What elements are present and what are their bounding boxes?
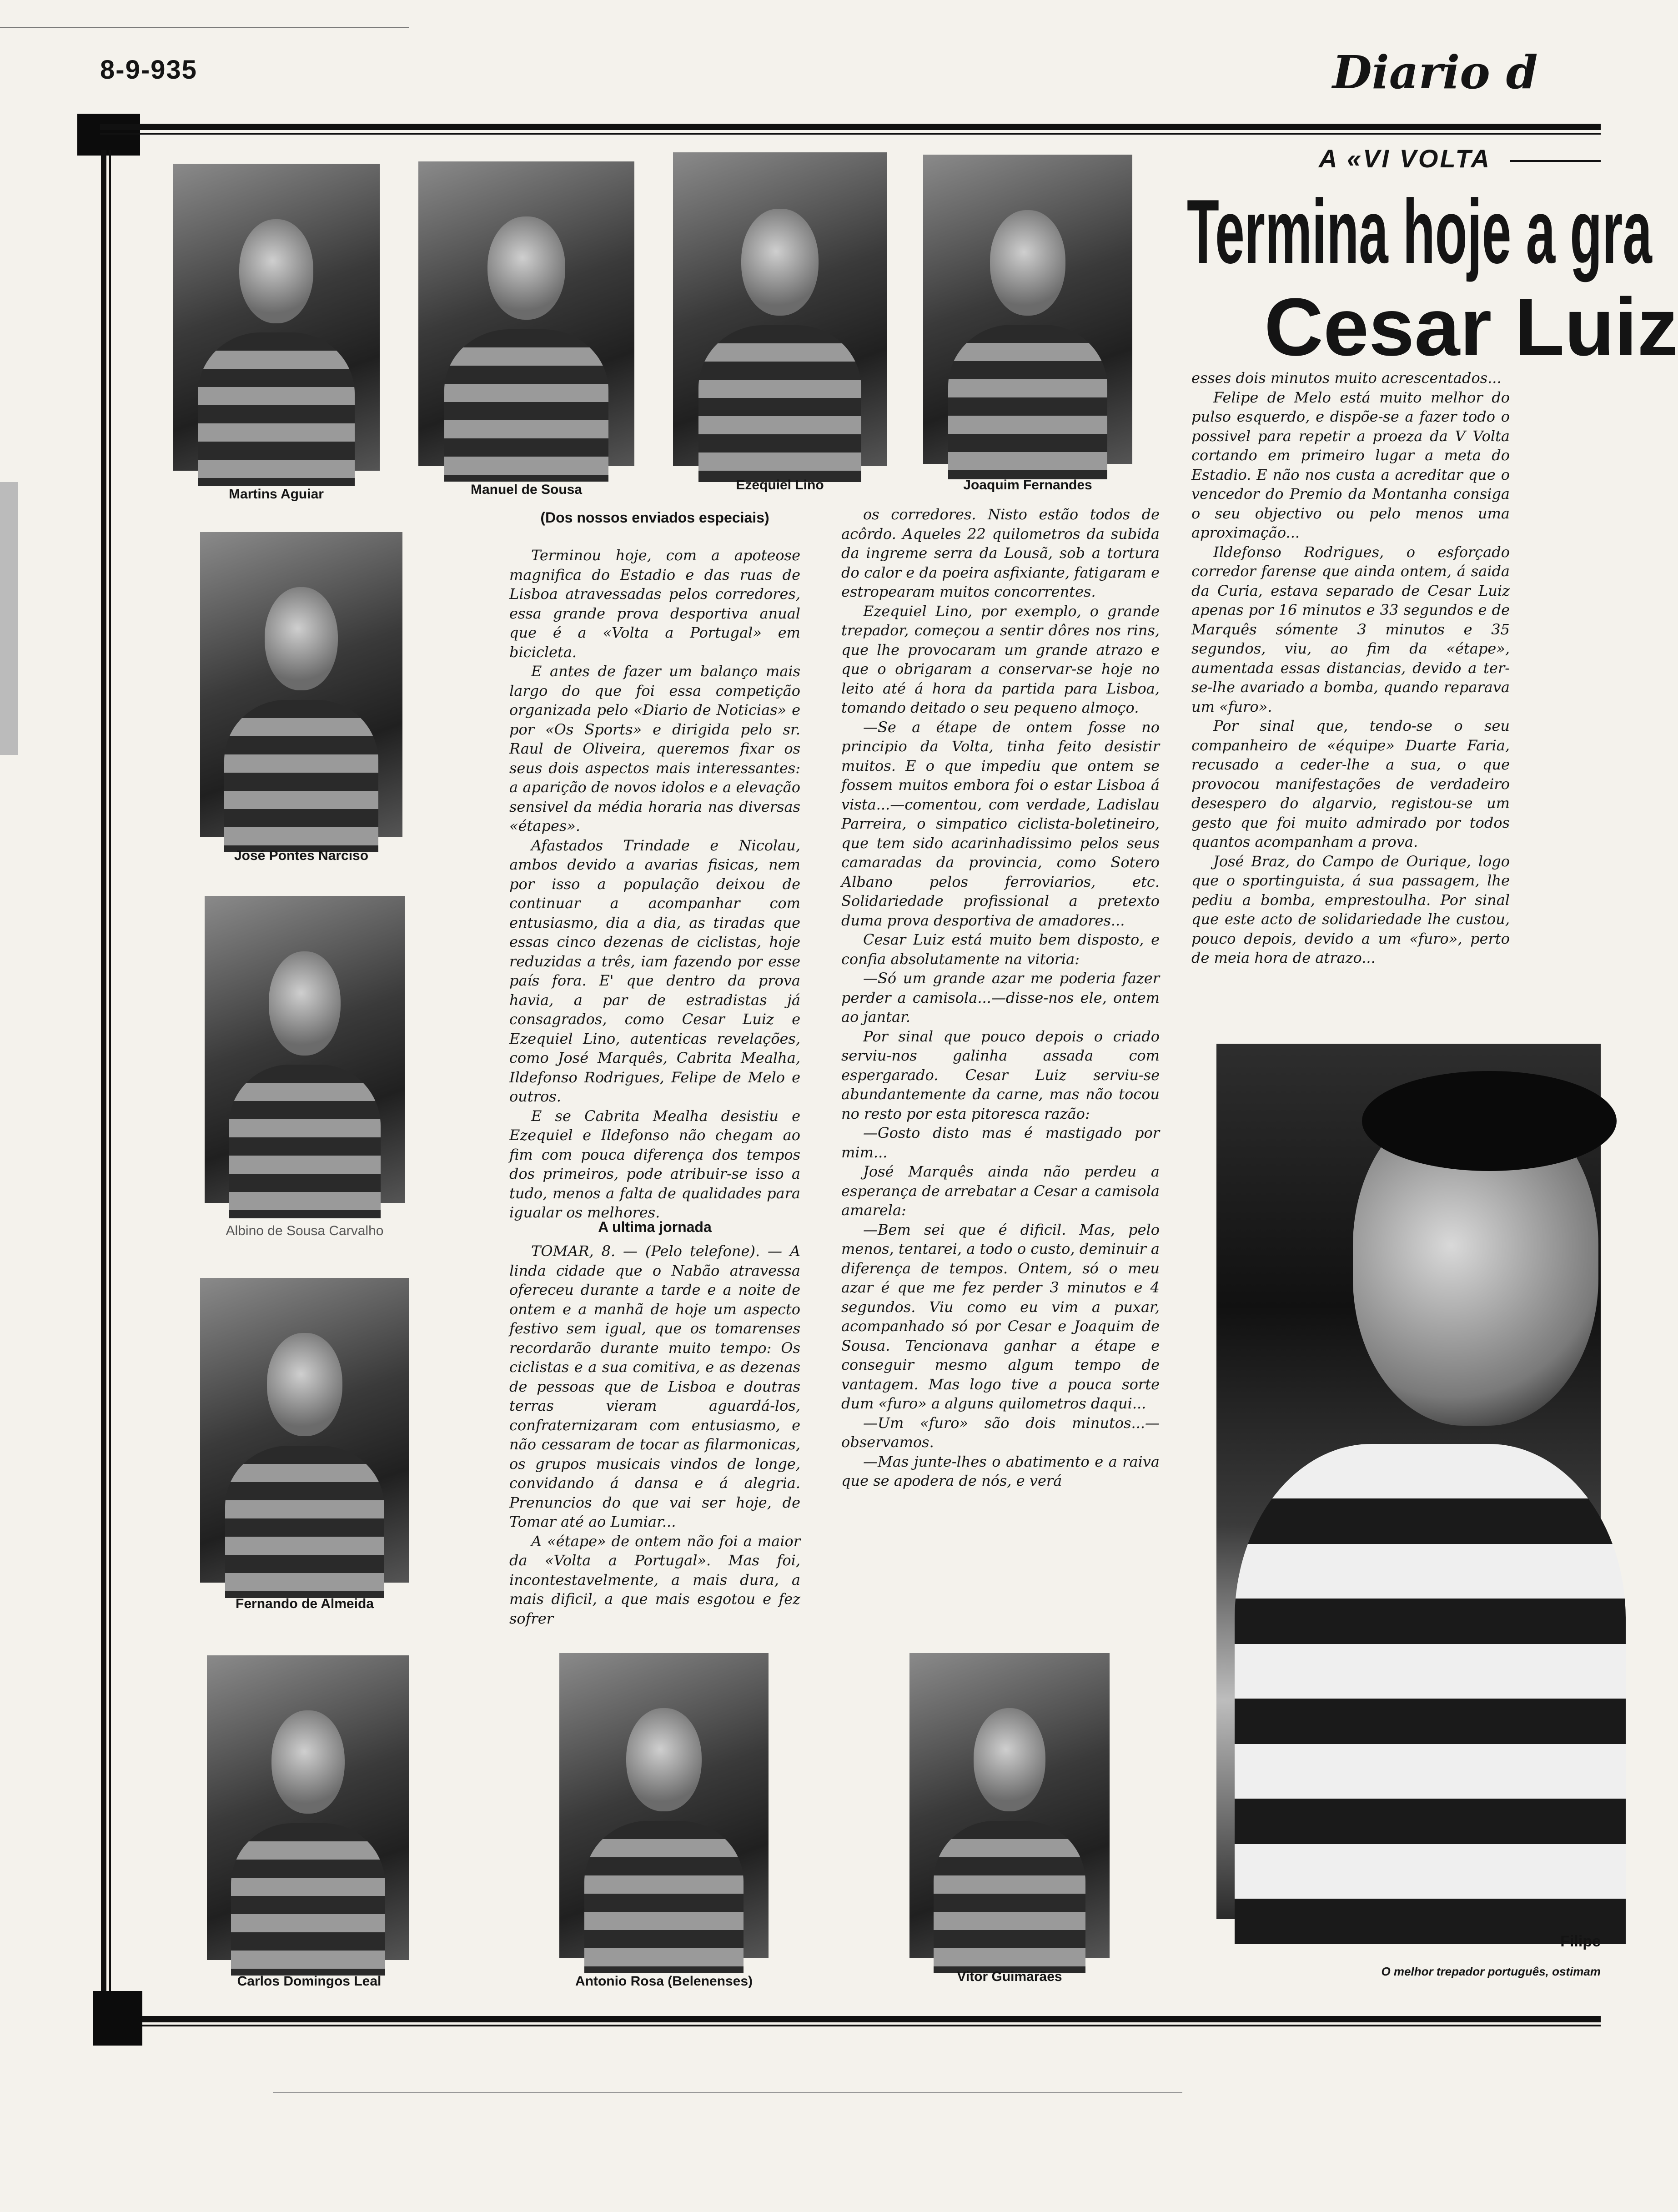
paragraph: E se Cabrita Mealha desistiu e Ezequiel e Ildefonso não chegam ao fim com pouca diferença dos tempos dos primeiros, pode atribuir-se isso a tudo, menos a falta de qualidades para igualar os melhores. xyxy=(509,1107,800,1221)
paragraph: Felipe de Melo está muito melhor do pulso esquerdo, e dispõe-se a fazer todo o possivel para repetir a proeza da V Volta cortando em primeiro lugar a meta do Estadio. E não nos custa a acreditar que o vencedor do Premio da Montanha consiga o seu objectivo ou pelo menos uma aproximação... xyxy=(1191,388,1510,541)
article-column-2 xyxy=(841,505,1160,1619)
photo-caption: Manuel de Sousa xyxy=(470,482,583,497)
photo-caption: Ezequiel Lino xyxy=(736,478,824,493)
large-portrait-photo xyxy=(1216,1044,1601,1919)
paragraph: Ildefonso Rodrigues, o esforçado corredor farense que ainda ontem, á saida da Curia, estava separado de Cesar Luiz apenas por 16 minutos e 33 segundos e de Marquês sómente 3 minutos e 35 segundos, viu, ao fim da «étape», aumentada essas distancias, devido a ter-se-lhe avariado a bomba, quando reparava um «furo». xyxy=(1191,543,1510,715)
portrait-photo xyxy=(200,532,402,837)
large-photo-subcaption: O melhor trepador português, ostimam xyxy=(1381,1965,1601,1978)
section-kicker: A «VI VOLTA xyxy=(1319,144,1491,173)
portrait-photo xyxy=(923,155,1132,464)
large-photo-caption: Filipe xyxy=(1560,1933,1601,1950)
section-subhead: A ultima jornada xyxy=(598,1219,712,1235)
photo-caption: Vitor Guimarães xyxy=(957,1969,1062,1984)
paper-scratch xyxy=(0,27,409,28)
photo-caption: Martins Aguiar xyxy=(229,487,324,502)
photo-caption: Joaquim Fernandes xyxy=(963,478,1092,493)
paper-scratch xyxy=(0,482,18,755)
paragraph: Cesar Luiz está muito bem disposto, e confia absolutamente na vitoria: xyxy=(841,931,1160,968)
bottom-rule xyxy=(100,2016,1601,2022)
portrait-photo xyxy=(909,1653,1110,1958)
paragraph: —Gosto disto mas é mastigado por mim... xyxy=(841,1124,1160,1161)
headline-line-1: Termina hoje a gra xyxy=(1187,181,1652,282)
portrait-photo xyxy=(200,1278,409,1583)
article-column-3 xyxy=(1191,368,1510,1041)
article-column-1b xyxy=(509,1242,800,1627)
paper-scratch xyxy=(273,2092,1182,2093)
byline: (Dos nossos enviados especiais) xyxy=(540,509,769,526)
portrait-photo xyxy=(207,1655,409,1960)
paragraph: os corredores. Nisto estão todos de acôrdo. Aqueles 22 quilometros da subida da ingreme serra da Lousã, sob a tortura do calor e da poeira asfixiante, fatigaram e estropearam muitos concorrentes. xyxy=(841,506,1160,600)
top-rule-thin xyxy=(100,133,1601,135)
corner-block-top xyxy=(77,114,140,156)
paragraph: Por sinal que pouco depois o criado serviu-nos galinha assada com espergarado. Cesar Luiz serviu-se abundantemente da carne, mas não tocou no resto por esta pitoresca razão: xyxy=(841,1027,1160,1122)
portrait-photo xyxy=(673,152,887,466)
paragraph: esses dois minutos muito acrescentados... xyxy=(1191,369,1502,387)
paragraph: —Mas junte-lhes o abatimento e a raiva que se apodera de nós, e verá xyxy=(841,1453,1160,1489)
left-rule xyxy=(101,150,106,1996)
paragraph: TOMAR, 8. — (Pelo telefone). — A linda cidade que o Nabão atravessa ofereceu durante a tarde e a noite de ontem e a manhã de hoje um aspecto festivo sem igual, que os tomarenses recordarão durante muito tempo: Os ciclistas e a sua comitiva, e as dezenas de pessoas que de Lisboa e doutras terras vieram aguardá-los, confraternizaram com entusiasmo, e não cessaram de tocar as filarmonicas, os grupos musicais vindos de longe, convidando á dansa e á alegria. Prenuncios do que vai ser hoje, de Tomar até ao Lumiar... xyxy=(509,1242,800,1530)
portrait-photo xyxy=(205,896,405,1203)
paragraph: A «étape» de ontem não foi a maior da «Volta a Portugal». Mas foi, incontestavelmente, a mais dura, a mais dificil, a que mais esgotou e fez sofrer xyxy=(509,1532,800,1627)
photo-caption: Fernando de Almeida xyxy=(236,1596,374,1611)
photo-caption: Carlos Domingos Leal xyxy=(237,1974,382,1989)
portrait-photo xyxy=(559,1653,769,1958)
bottom-rule-thin xyxy=(100,2025,1601,2026)
paragraph: —Se a étape de ontem fosse no principio da Volta, tinha feito desistir muitos. E o que impediu que ontem se fossem muitos embora foi o estar Lisboa á vista...—comentou, com verdade, Ladislau Parreira, o simpatico ciclista-boletineiro, que tem sido acarinhadissimo pelos seus camaradas da provincia, como Sotero Albano pelos ferroviarios, etc. Solidariedade profissional a pretexto duma prova desportiva de amadores... xyxy=(841,718,1160,929)
left-rule-thin xyxy=(109,150,111,1996)
photo-caption: José Pontes Narciso xyxy=(234,848,369,863)
portrait-photo xyxy=(418,161,634,466)
article-column-1 xyxy=(509,546,800,1221)
paragraph: Por sinal que, tendo-se o seu companheiro de «équipe» Duarte Faria, recusado a ceder-lhe a sua, o que provocou manifestações de verdadeiro desespero do algarvio, registou-se um gesto que foi muito admirado por todos quantos acompanham a prova. xyxy=(1191,717,1510,850)
issue-date: 8-9-935 xyxy=(100,55,197,85)
top-rule xyxy=(100,124,1601,130)
paragraph: —Um «furo» são dois minutos...— observamos. xyxy=(841,1414,1160,1451)
paragraph: Ezequiel Lino, por exemplo, o grande trepador, começou a sentir dôres nos rins, que lhe provocaram um grande atrazo e que o obrigaram a conservar-se hoje no leito até á hora da partida para Lisboa, tomando deitado o seu pequeno almoço. xyxy=(841,602,1160,716)
paragraph: E antes de fazer um balanço mais largo do que foi essa competição organizada pelo «Diario de Noticias» e por «Os Sports» e dirigida pelo sr. Raul de Oliveira, queremos fixar os seus dois aspectos mais interessantes: a aparição de novos idolos e a elevação sensivel da média horaria nas diversas «étapes». xyxy=(509,663,800,835)
paragraph: —Bem sei que é dificil. Mas, pelo menos, tentarei, a todo o custo, deminuir a diferença de tempos. Ontem, só o meu azar é que me fez perder 3 minutos e 4 segundos. Viu como eu vim a puxar, acompanhado só por Cesar e Joaquim de Sousa. Tencionava ganhar a étape e conseguir mesmo algum tempo de vantagem. Mas logo tive a pouca sorte dum «furo» a alguns quilometros daqui... xyxy=(841,1221,1160,1412)
paragraph: Afastados Trindade e Nicolau, ambos devido a avarias fisicas, nem por isso a população deixou de continuar a acompanhar com entusiasmo, dia a dia, as tiradas que essas cinco dezenas de ciclistas, hoje reduzidas a três, iam fazendo por esse país fora. E' que dentro da prova havia, a par de estradistas já consagrados, como Cesar Luiz e Ezequiel Lino, autenticas revelações, como José Marquês, Cabrita Mealha, Ildefonso Rodrigues, Felipe de Melo e outros. xyxy=(509,836,800,1105)
kicker-rule xyxy=(1510,160,1601,162)
paragraph: Terminou hoje, com a apoteose magnifica do Estadio e das ruas de Lisboa atravessadas pelos corredores, essa grande prova desportiva anual que é a «Volta a Portugal» em bicicleta. xyxy=(509,547,800,661)
portrait-photo xyxy=(173,164,380,471)
corner-block-bottom xyxy=(93,1991,142,2046)
paragraph: José Marquês ainda não perdeu a esperança de arrebatar a Cesar a camisola amarela: xyxy=(841,1163,1160,1219)
paragraph: —Só um grande azar me poderia fazer perder a camisola...—disse-nos ele, ontem ao jantar. xyxy=(841,970,1160,1026)
headline-line-2: Cesar Luiz xyxy=(1264,282,1678,373)
masthead: Diario d xyxy=(1332,45,1538,99)
paragraph: José Braz, do Campo de Ourique, logo que o sportinguista, á sua passagem, lhe pediu a bomba, emprestoulha. Por sinal que este acto de solidariedade lhe custou, pouco depois, devido a um «furo», perto de meia hora de atrazo... xyxy=(1191,852,1510,966)
photo-caption: Albino de Sousa Carvalho xyxy=(226,1223,384,1238)
photo-caption: Antonio Rosa (Belenenses) xyxy=(575,1974,753,1989)
